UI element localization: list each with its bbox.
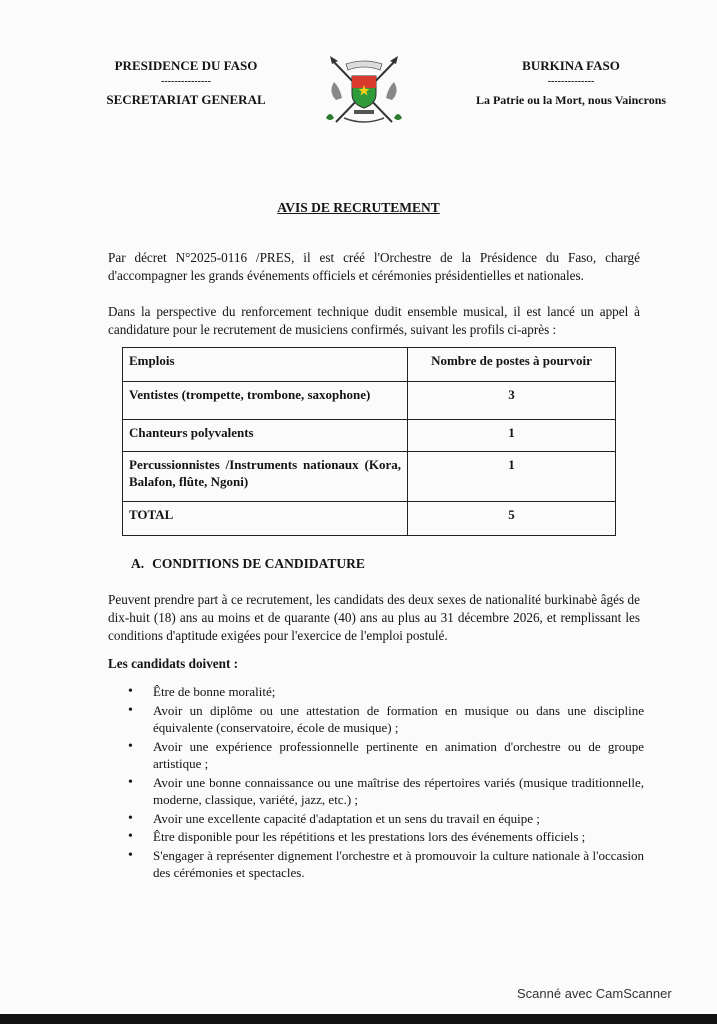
- bullet-icon: •: [128, 810, 133, 826]
- list-item: • Être de bonne moralité;: [128, 684, 276, 699]
- header-country: BURKINA FASO: [522, 58, 620, 73]
- header-left: [86, 58, 286, 108]
- bullet-icon: •: [128, 702, 133, 718]
- bullet-icon: •: [128, 684, 133, 699]
- table-cell-job: Percussionnistes /Instruments nationaux (Kora, Balafon, flûte, Ngoni): [123, 452, 408, 502]
- bullet-icon: •: [128, 738, 133, 754]
- intro-paragraph-1: Par décret N°2025-0116 /PRES, il est créé l'Orchestre de la Présidence du Faso, chargé d'accompagner les grands événements officiels et cérémonies présidentielles et nationales.: [108, 250, 640, 283]
- header-org: PRESIDENCE DU FASO: [114, 58, 258, 73]
- candidates-must-heading: Les candidats doivent :: [108, 656, 239, 671]
- camscanner-watermark: Scanné avec CamScanner: [517, 986, 672, 1001]
- table-cell-job: Chanteurs polyvalents: [123, 420, 408, 452]
- table-cell-count: 5: [408, 502, 616, 536]
- table-cell-job: TOTAL: [123, 502, 408, 536]
- page-title: [0, 200, 717, 216]
- list-item: • S'engager à représenter dignement l'orchestre et à promouvoir la culture nationale à l'occasion des cérémonies et spectacles.: [128, 847, 644, 880]
- table-row: [123, 382, 616, 420]
- table-cell-count: 1: [408, 452, 616, 502]
- list-item: • Avoir une expérience professionnelle pertinente en animation d'orchestre ou de groupe artistique ;: [128, 738, 644, 771]
- header-motto: La Patrie ou la Mort, nous Vaincrons: [475, 93, 667, 107]
- table-header-row: [123, 348, 616, 382]
- table-cell-count: 1: [408, 420, 616, 452]
- header-left-separator: ---------------: [161, 76, 211, 87]
- requirements-list: [124, 683, 644, 883]
- header-right: [448, 58, 694, 108]
- coat-of-arms-icon: [318, 52, 410, 136]
- table-row-total: [123, 502, 616, 536]
- bullet-icon: •: [128, 774, 133, 790]
- bullet-icon: •: [128, 847, 133, 863]
- bottom-bar: [0, 1014, 717, 1024]
- table-row: [123, 452, 616, 502]
- list-item: • Avoir une excellente capacité d'adaptation et un sens du travail en équipe ;: [128, 810, 540, 826]
- list-item: • Être disponible pour les répétitions et les prestations lors des événements officiels ;: [128, 829, 586, 844]
- section-a-heading: [131, 556, 365, 572]
- bullet-icon: •: [128, 829, 133, 844]
- section-a-title: CONDITIONS DE CANDIDATURE: [152, 556, 365, 571]
- intro-paragraph-2: Dans la perspective du renforcement technique dudit ensemble musical, il est lancé un appel à candidature pour le recrutement de musiciens confirmés, suivant les profils ci-après :: [108, 304, 640, 337]
- header-right-separator: --------------: [547, 76, 595, 87]
- page-title-text: AVIS DE RECRUTEMENT: [277, 200, 440, 215]
- table-header-cell: Emplois: [123, 348, 408, 382]
- table-cell-job: Ventistes (trompette, trombone, saxophone): [123, 382, 408, 420]
- table-header-cell: Nombre de postes à pourvoir: [408, 348, 616, 382]
- section-a-letter: A.: [131, 556, 145, 571]
- table-cell-count: 3: [408, 382, 616, 420]
- table-row: [123, 420, 616, 452]
- list-item: • Avoir une bonne connaissance ou une maîtrise des répertoires variés (musique traditionnelle, moderne, classique, variété, jazz, etc.) ;: [128, 774, 644, 807]
- jobs-table: [122, 347, 616, 536]
- section-a-text: Peuvent prendre part à ce recrutement, les candidats des deux sexes de nationalité burkinabè âgés de dix-huit (18) ans au moins et de quarante (40) ans au plus au 31 décembre 2026, et remplissant les conditions d'aptitude exigées pour l'exercice de l'emploi postulé.: [108, 592, 640, 643]
- header-dept: SECRETARIAT GENERAL: [106, 92, 266, 107]
- list-item: • Avoir un diplôme ou une attestation de formation en musique ou dans une discipline équivalente (conservatoire, école de musique) ;: [128, 702, 644, 735]
